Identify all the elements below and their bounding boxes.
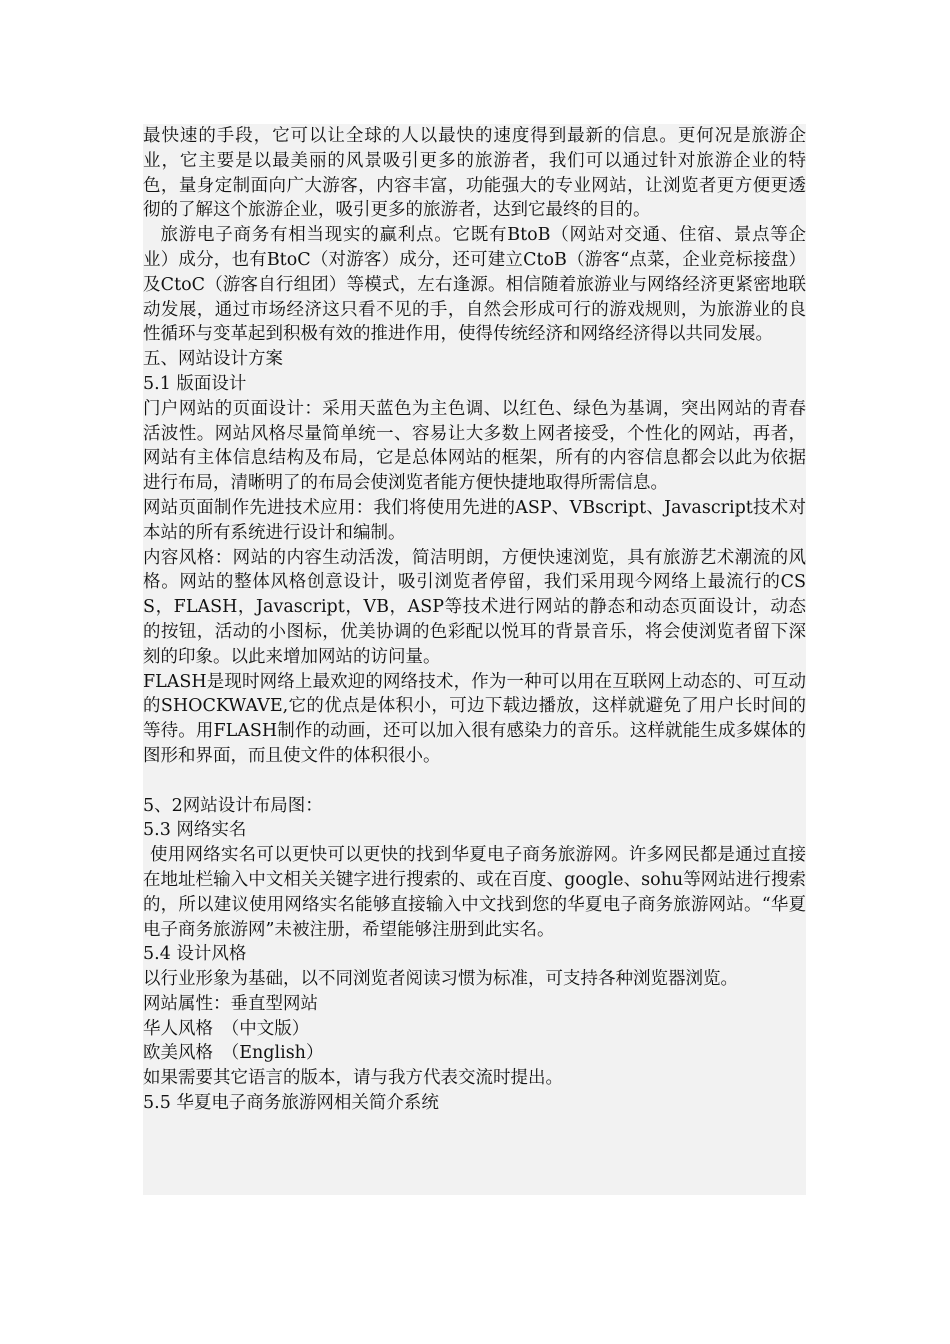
paragraph-profit-points: 旅游电子商务有相当现实的赢利点。它既有BtoB（网站对交通、住宿、景点等企业）成分，也有BtoC（对游客）成分，还可建立CtoB（游客“点菜，企业竞标接盘）及CtoC（游客自行组团）等模式，左右逢源。相信随着旅游业与网络经济更紧密地联动发展，通过市场经济这只看不见的手，自然会形成可行的游戏规则，为旅游业的良性循环与变革起到积极有效的推进作用，使得传统经济和网络经济得以共同发展。 [143,225,806,345]
paragraph-flash: FLASH是现时网络上最欢迎的网络技术，作为一种可以用在互联网上动态的、可互动的SHOCKWAVE,它的优点是体积小，可边下载边播放，这样就避免了用户长时间的等待。用FLASH制作的动画，还可以加入很有感染力的音乐。这样就能生成多媒体的图形和界面，而且使文件的体积很小。 [143,671,806,766]
paragraph-portal-page-design: 门户网站的页面设计：采用天蓝色为主色调、以红色、绿色为基调，突出网站的青春活波性。网站风格尽量简单统一、容易让大多数上网者接受，个性化的网站，再者，网站有主体信息结构及布局，它是总体网站的框架，所有的内容信息都会以此为依据进行布局，清晰明了的布局会使浏览者能方便快捷地取得所需信息。 [143,398,806,494]
paragraph-tech-application: 网站页面制作先进技术应用：我们将使用先进的ASP、VBscript、Javascript技术对本站的所有系统进行设计和编制。 [143,497,806,543]
paragraph-other-languages: 如果需要其它语言的版本，请与我方代表交流时提出。 [143,1068,563,1089]
section-heading-design-plan: 五、网站设计方案 [143,349,283,370]
paragraph-intro-continued: 最快速的手段，它可以让全球的人以最快的速度得到最新的信息。更何况是旅游企业，它主要是以最美丽的风景吸引更多的旅游者，我们可以通过针对旅游企业的特色，量身定制面向广大游客，内容丰富，功能强大的专业网站，让浏览者更方便更透彻的了解这个旅游企业，吸引更多的旅游者，达到它最终的目的。 [143,126,806,221]
subsection-heading-5-4: 5.4 设计风格 [143,944,247,965]
subsection-heading-5-2: 5、2网站设计布局图： [143,795,323,816]
paragraph-western-style: 欧美风格 （English） [143,1043,324,1064]
paragraph-content-style: 内容风格：网站的内容生动活泼，简洁明朗，方便快速浏览，具有旅游艺术潮流的风格。网站的整体风格创意设计，吸引浏览者停留，我们采用现今网络上最流行的CSS，FLASH，Javascript，VB，ASP等技术进行网站的静态和动态页面设计，动态的按钮，活动的小图标，优美协调的色彩配以悦耳的背景音乐，将会使浏览者留下深刻的印象。以此来增加网站的访问量。 [143,547,806,667]
paragraph-chinese-style: 华人风格 （中文版） [143,1018,310,1039]
subsection-heading-5-5: 5.5 华夏电子商务旅游网相关简介系统 [143,1093,439,1114]
paragraph-design-style: 以行业形象为基础，以不同浏览者阅读习惯为标准，可支持各种浏览器浏览。 [143,969,738,990]
paragraph-site-attribute: 网站属性：垂直型网站 [143,993,318,1014]
subsection-heading-5-1: 5.1 版面设计 [143,373,247,394]
blank-line [143,769,806,794]
subsection-heading-5-3: 5.3 网络实名 [143,820,247,841]
document-text-block [143,124,806,1195]
paragraph-network-realname: 使用网络实名可以更快可以更快的找到华夏电子商务旅游网。许多网民都是通过直接在地址栏输入中文相关关键字进行搜索的、或在百度、google、sohu等网站进行搜索的，所以建议使用网络实名能够直接输入中文找到您的华夏电子商务旅游网站。“华夏电子商务旅游网”未被注册，希望能够注册到此实名。 [143,845,806,940]
